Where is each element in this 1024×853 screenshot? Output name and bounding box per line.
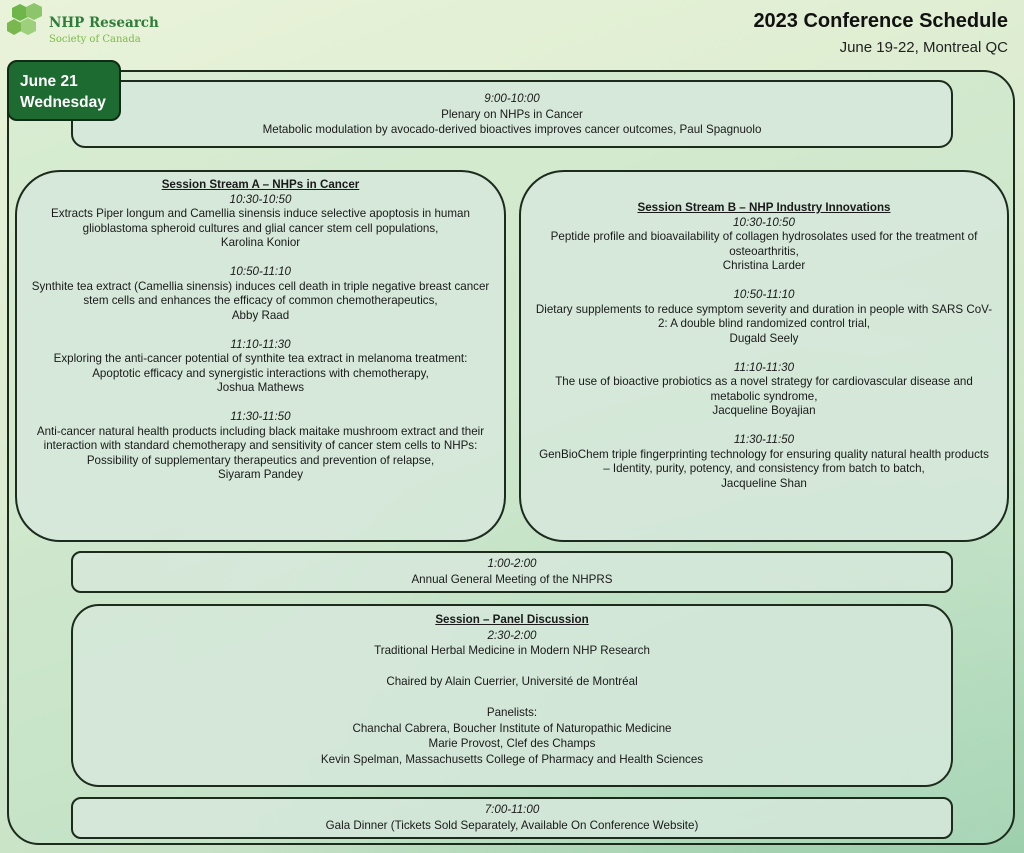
- talk-time: 10:50-11:10: [229, 265, 292, 278]
- talk-speaker: Siyaram Pandey: [217, 468, 304, 481]
- talk-item: [535, 433, 993, 491]
- page-title: 2023 Conference Schedule: [753, 10, 1008, 32]
- talk-item: [535, 288, 993, 346]
- talk-speaker: Dugald Seely: [729, 331, 799, 345]
- plenary-time: 9:00-10:00: [484, 92, 540, 105]
- talk-title: Peptide profile and bioavailability of collagen hydrosolates used for the treatment of osteoarthritis,: [550, 230, 978, 258]
- talk-time: 10:30-10:50: [229, 192, 292, 206]
- talk-time: 11:10-11:30: [230, 337, 291, 351]
- stream-b-heading: Session Stream B – NHP Industry Innovations: [637, 201, 891, 214]
- talk-item: [31, 193, 490, 251]
- talk-title: GenBioChem triple fingerprinting technology for ensuring quality natural health products – Identity, purity, potency, and consistency from batch to batch,: [539, 447, 989, 475]
- panel-chair: Chaired by Alain Cuerrier, Université de Montréal: [386, 675, 638, 688]
- talk-title: Dietary supplements to reduce symptom severity and duration in people with SARS CoV-2: A double blind randomized control trial,: [535, 302, 993, 330]
- agm-time: 1:00-2:00: [487, 557, 537, 570]
- panelist: Kevin Spelman, Massachusetts College of Pharmacy and Health Sciences: [320, 752, 704, 766]
- stream-a-heading: Session Stream A – NHPs in Cancer: [161, 178, 360, 191]
- talk-title: Extracts Piper longum and Camellia sinensis induce selective apoptosis in human glioblastoma spheroid cultures and glial cancer stem cell populations,: [51, 207, 470, 235]
- panel-time: 2:30-2:00: [487, 628, 537, 642]
- panel-box: [71, 604, 953, 787]
- panel-heading: Session – Panel Discussion: [435, 613, 589, 626]
- talk-item: [535, 216, 993, 274]
- talk-speaker: Karolina Konior: [220, 236, 301, 249]
- page-subtitle: June 19-22, Montreal QC: [839, 39, 1008, 56]
- gala-title: Gala Dinner (Tickets Sold Separately, Available On Conference Website): [325, 818, 699, 832]
- gala-box: [71, 797, 953, 839]
- talk-item: [31, 410, 490, 483]
- plenary-talk: Metabolic modulation by avocado-derived bioactives improves cancer outcomes, Paul Spagnuolo: [262, 123, 762, 136]
- logo: [6, 2, 159, 52]
- talk-speaker: Jacqueline Boyajian: [712, 404, 816, 417]
- talk-item: [535, 361, 993, 419]
- talk-time: 11:30-11:50: [230, 410, 291, 423]
- agm-box: [71, 551, 953, 593]
- logo-title: NHP Research: [49, 15, 159, 31]
- day-label: Wednesday: [20, 94, 106, 111]
- gala-time: 7:00-11:00: [484, 803, 540, 816]
- stream-a-box: [15, 170, 506, 542]
- panelist: Chanchal Cabrera, Boucher Institute of Naturopathic Medicine: [352, 721, 672, 735]
- date-tab: [7, 60, 121, 121]
- date-label: June 21: [20, 73, 78, 90]
- talk-title: The use of bioactive probiotics as a novel strategy for cardiovascular disease and metabolic syndrome,: [555, 375, 973, 403]
- logo-subtitle: Society of Canada: [49, 34, 141, 45]
- talk-title: Anti-cancer natural health products including black maitake mushroom extract and their interaction with standard chemotherapy and sensitivity of cancer stem cells to NHPs: Possibility of supplementary therapeutics and prevention of relapse,: [36, 424, 485, 467]
- talk-time: 10:50-11:10: [733, 288, 795, 301]
- talk-speaker: Abby Raad: [231, 308, 290, 322]
- panelist: Marie Provost, Clef des Champs: [428, 737, 596, 750]
- talk-title: Synthite tea extract (Camellia sinensis) induces cell death in triple negative breast cancer stem cells and enhances the efficacy of common chemotherapeutics,: [31, 279, 490, 307]
- agm-title: Annual General Meeting of the NHPRS: [411, 572, 613, 586]
- talk-time: 10:30-10:50: [733, 215, 795, 229]
- stream-b-box: [519, 170, 1009, 542]
- talk-item: [31, 265, 490, 323]
- plenary-box: [71, 80, 953, 148]
- talk-speaker: Joshua Mathews: [217, 381, 304, 394]
- talk-speaker: Christina Larder: [722, 259, 806, 272]
- talk-time: 11:30-11:50: [733, 433, 795, 446]
- panel-title: Traditional Herbal Medicine in Modern NHP Research: [374, 644, 650, 657]
- plenary-title: Plenary on NHPs in Cancer: [441, 107, 583, 121]
- panelists-label: Panelists:: [486, 706, 538, 719]
- talk-title: Exploring the anti-cancer potential of synthite tea extract in melanoma treatment: Apoptotic efficacy and synergistic interactions with chemotherapy,: [53, 352, 468, 380]
- talk-time: 11:10-11:30: [733, 360, 795, 374]
- talk-speaker: Jacqueline Shan: [721, 476, 807, 490]
- talk-item: [31, 338, 490, 396]
- hexagon-logo-icon: [6, 2, 50, 46]
